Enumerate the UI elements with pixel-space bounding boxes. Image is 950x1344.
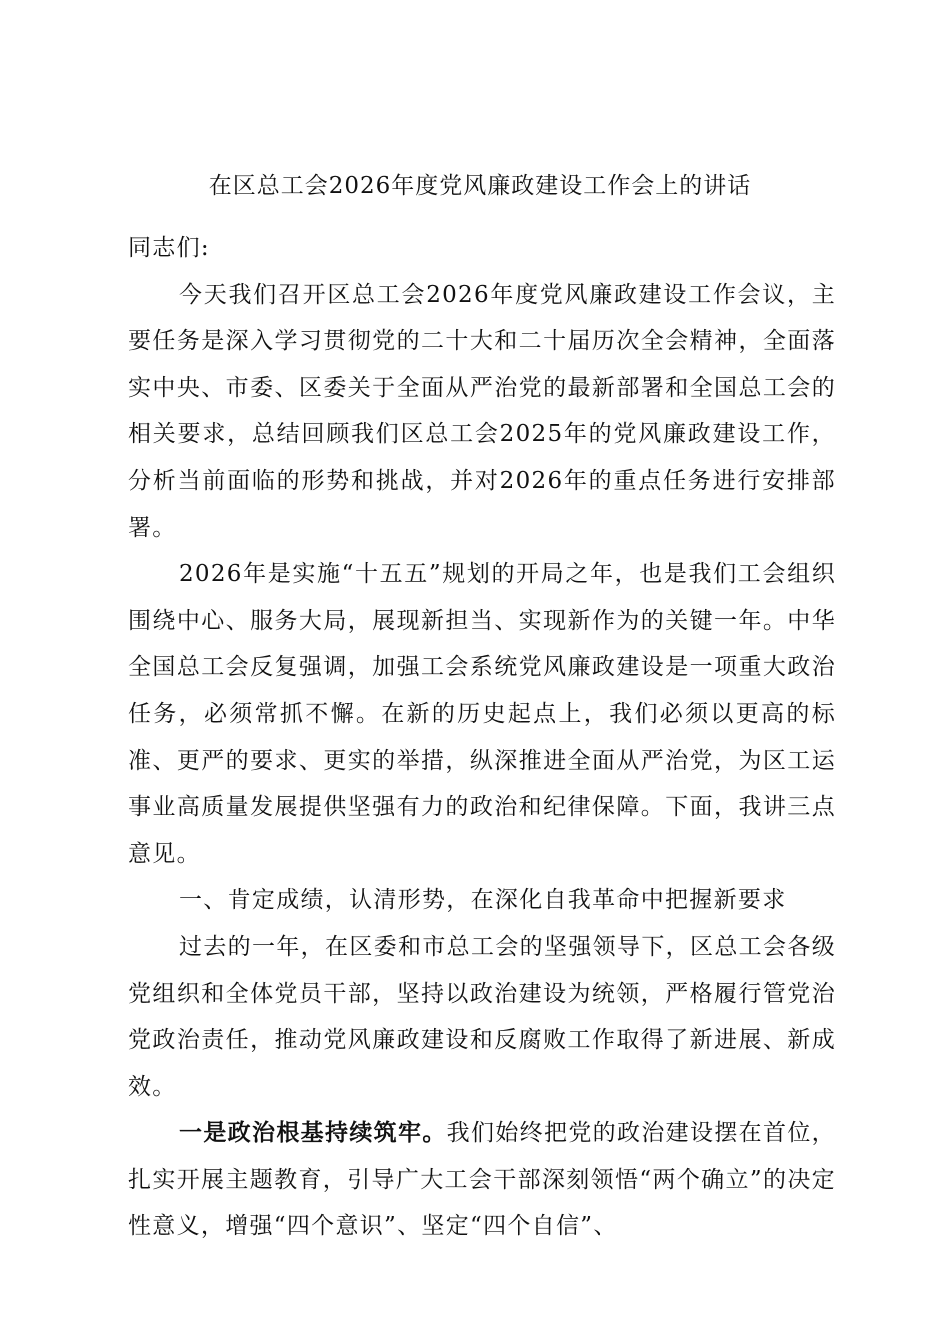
point-1-text: 我们始终把党的政治建设摆在首位，扎实开展主题教育，引导广大工会干部深刻领悟“两个确立”的决定性意义，增强“四个意识”、坚定“四个自信”、 xyxy=(128,1120,836,1240)
point-1-lead: 一是政治根基持续筑牢。 xyxy=(179,1119,447,1147)
paragraph-context: 2026年是实施“十五五”规划的开局之年，也是我们工会组织围绕中心、服务大局，展现新担当、实现新作为的关键一年。中华全国总工会反复强调，加强工会系统党风廉政建设是一项重大政治任务，必须常抓不懈。在新的历史起点上，我们必须以更高的标准、更严的要求、更实的举措，纵深推进全面从严治党，为区工运事业高质量发展提供坚强有力的政治和纪律保障。下面，我讲三点意见。 xyxy=(128,561,836,867)
paragraph-review: 过去的一年，在区委和市总工会的坚强领导下，区总工会各级党组织和全体党员干部，坚持以政治建设为统领，严格履行管党治党政治责任，推动党风廉政建设和反腐败工作取得了新进展、新成效。 xyxy=(128,933,836,1100)
salutation: 同志们: xyxy=(128,235,210,261)
document-title: 在区总工会2026年度党风廉政建设工作会上的讲话 xyxy=(208,173,752,199)
paragraph-intro: 今天我们召开区总工会2026年度党风廉政建设工作会议，主要任务是深入学习贯彻党的二十大和二十届历次全会精神，全面落实中央、市委、区委关于全面从严治党的最新部署和全国总工会的相关要求，总结回顾我们区总工会2025年的党风廉政建设工作，分析当前面临的形势和挑战，并对2026年的重点任务进行安排部署。 xyxy=(128,281,836,541)
paragraph-point-1 xyxy=(128,1110,836,1250)
section-heading-1: 一、肯定成绩，认清形势，在深化自我革命中把握新要求 xyxy=(179,887,787,914)
document-body xyxy=(128,225,836,1250)
